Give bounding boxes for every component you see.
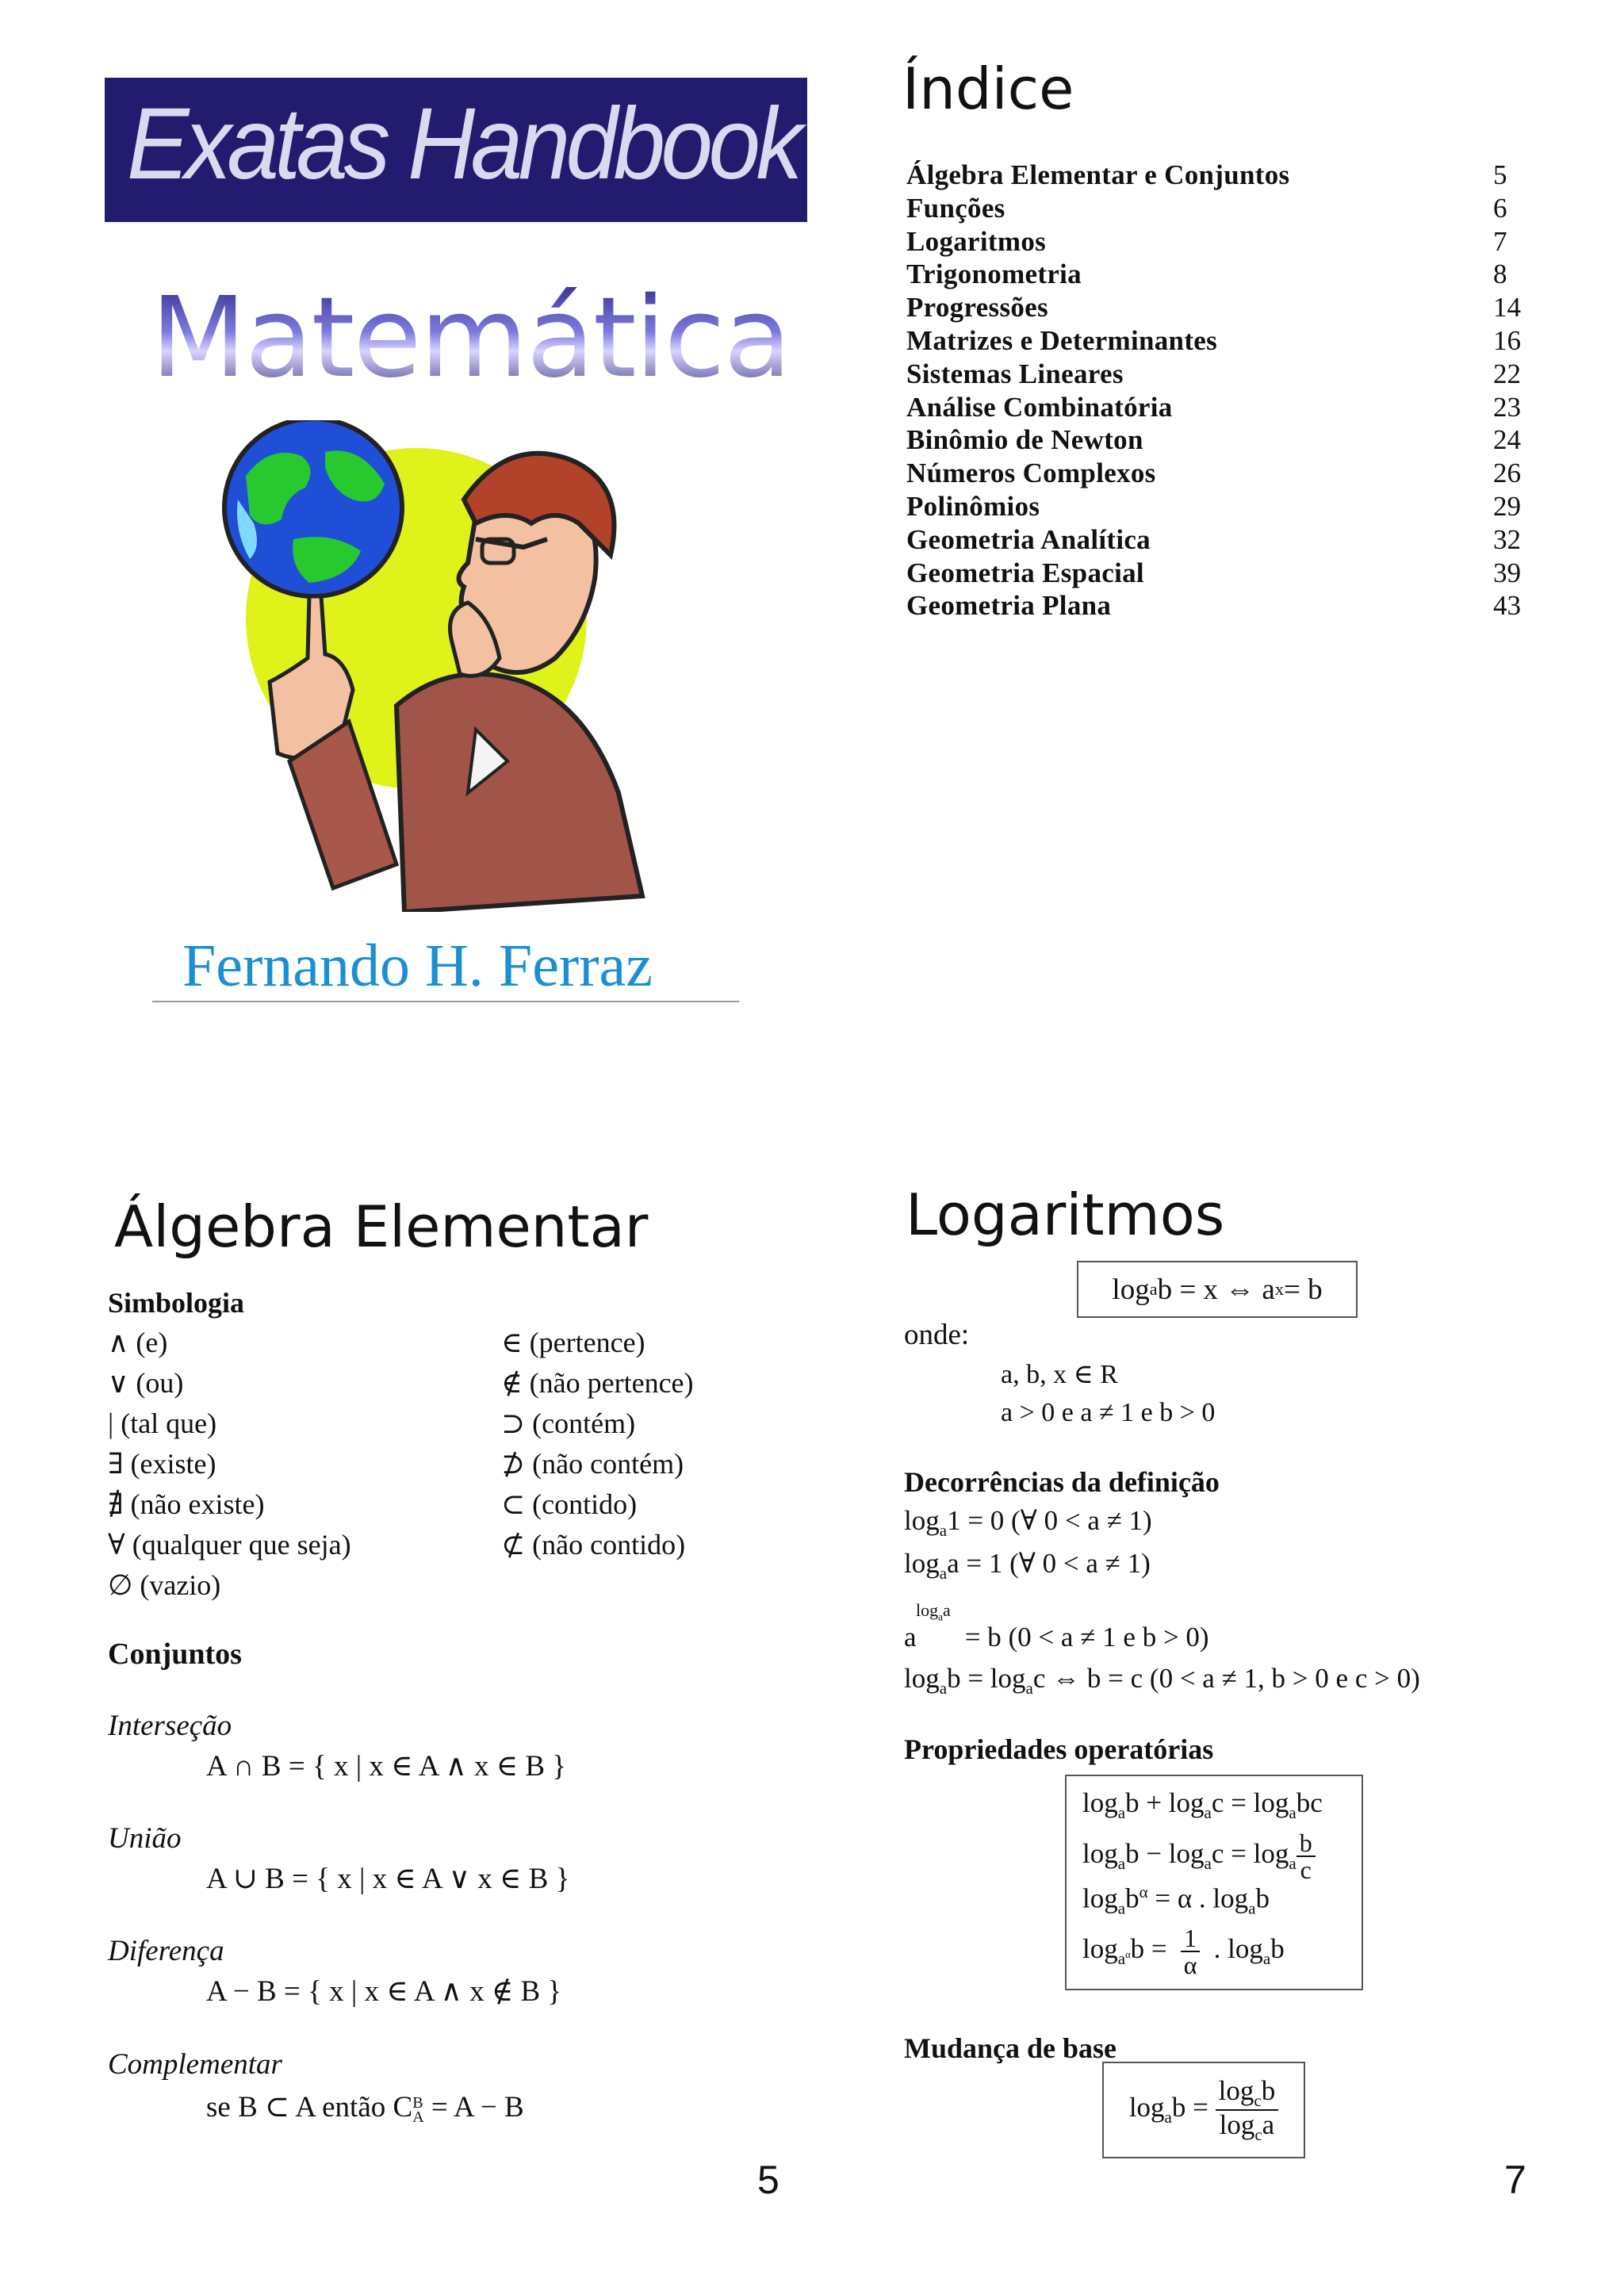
diferenca-formula: A − B = { x | x ∈ A ∧ x ∉ B } [206,1975,562,2008]
index-entry-page: 8 [1493,259,1507,290]
property-quotient: $\log_ab - \log_ac = \log_a$ $\frac{b}{c}$ [1082,1830,1316,1882]
index-entry-page: 5 [1493,159,1507,190]
cover-author: Fernando H. Ferraz [182,933,653,999]
index-entry-title: Análise Combinatória [906,391,1173,423]
index-entry-page: 32 [1493,523,1521,555]
index-entry-title: Geometria Espacial [906,557,1144,588]
symbols-right-list [501,1323,694,1565]
index-entry-page: 24 [1493,424,1521,456]
index-entry [906,457,1525,490]
cover-divider [152,1001,739,1002]
index-entry [906,557,1525,590]
index-entry-page: 29 [1493,490,1521,522]
symbol-item: ⊅ (não contém) [501,1448,684,1480]
cover-subject-title: Matemática [151,274,791,403]
conjuntos-heading: Conjuntos [108,1637,242,1671]
simbologia-heading: Simbologia [108,1287,245,1319]
index-entry-page: 23 [1493,391,1521,423]
index-entry-title: Trigonometria [906,259,1082,290]
symbol-item: ∄ (não existe) [108,1488,265,1520]
symbol-item: ∨ (ou) [108,1367,184,1399]
complementar-formula: se B ⊂ A então C B A = A − B [206,2091,524,2126]
symbol-item: ∀ (qualquer que seja) [108,1529,351,1561]
index-title: Índice [902,56,1074,122]
intersecao-label: Interseção [108,1710,232,1742]
index-entry-title: Logaritmos [906,225,1047,257]
property-root: $\log_{a^\alpha}b$ = $\frac{1}{\alpha}$ . $\log_ab$ [1082,1924,1285,1979]
index-entry [906,423,1525,457]
index-entry-title: Álgebra Elementar e Conjuntos [906,159,1290,190]
page-number-left: 5 [757,2158,779,2202]
index-entry [906,391,1525,424]
onde-label: onde: [904,1319,970,1351]
cover-brand-title: Exatas Handbook [127,87,799,201]
log-definition-box: log a b = x ⇔ a x = b [1077,1261,1358,1318]
index-entry [906,490,1525,523]
symbol-item: ∃ (existe) [108,1448,216,1480]
index-entry [906,225,1525,259]
property-power: $\log_ab^\alpha = \alpha$ . $\log_ab$ [1082,1882,1270,1918]
algebra-title: Álgebra Elementar [114,1193,649,1260]
index-entry-page: 16 [1493,324,1521,356]
symbol-item: ∅ (vazio) [108,1569,221,1601]
index-entry [906,291,1525,324]
symbol-item: | (tal que) [108,1407,217,1439]
symbol-item: ∈ (pertence) [501,1327,645,1358]
log-equality: $\log_ab = \log_ac$ ⇔ b = c (0 < a ≠ 1, b > 0 e c > 0) [904,1663,1420,1698]
intersecao-formula: A ∩ B = { x | x ∈ A ∧ x ∈ B } [206,1750,567,1783]
power-identity: a = b (0 < a ≠ 1 e b > 0) [904,1622,1209,1653]
index-entry-title: Matrizes e Determinantes [906,324,1218,356]
index-entry-title: Números Complexos [906,458,1156,489]
professor-globe-illustration [214,420,666,912]
mudanca-heading: Mudança de base [904,2032,1117,2064]
symbols-left-list [108,1323,351,1606]
symbol-item: ∉ (não pertence) [501,1367,694,1399]
index-entry-page: 14 [1493,292,1521,324]
index-entry-page: 22 [1493,358,1521,389]
index-entry-title: Binômio de Newton [906,424,1143,456]
index-entry [906,258,1525,291]
index-entry-title: Geometria Plana [906,590,1112,622]
index-entry-title: Geometria Analítica [906,523,1151,555]
index-entry-page: 7 [1493,225,1507,257]
propriedades-heading: Propriedades operatórias [904,1733,1214,1765]
index-entry-page: 39 [1493,557,1521,588]
change-of-base-box: $\log_ab$ = $\frac{\log_cb}{\log_ca}$ [1102,2062,1305,2158]
symbol-item: ∧ (e) [108,1327,168,1358]
decorrencias-heading: Decorrências da definição [904,1466,1220,1498]
properties-box [1065,1775,1363,1990]
index-entry [906,192,1525,225]
diferenca-label: Diferença [108,1935,224,1967]
log-of-base: $\log_aa = 1$ (∀ 0 < a ≠ 1) [904,1548,1151,1583]
complementar-label: Complementar [108,2048,282,2081]
symbol-item: ⊄ (não contido) [501,1529,686,1561]
uniao-label: União [108,1822,182,1855]
index-entry [906,358,1525,391]
condition-bounds: a > 0 e a ≠ 1 e b > 0 [1001,1398,1216,1427]
page-number-right: 7 [1504,2158,1526,2202]
index-entry [906,523,1525,557]
index-entry-title: Progressões [906,292,1048,324]
index-entry-page: 6 [1493,192,1507,224]
index-entry-page: 26 [1493,458,1521,489]
property-product: $\log_ab + \log_ac = \log_abc$ [1082,1787,1323,1822]
index-entry-title: Sistemas Lineares [906,358,1124,389]
index-entry-title: Polinômios [906,490,1040,522]
index-entry-title: Funções [906,192,1005,224]
exponent-log: $\log_aa$ [916,1600,951,1623]
symbol-item: ⊃ (contém) [501,1407,636,1439]
log-of-one: $\log_a1 = 0$ (∀ 0 < a ≠ 1) [904,1505,1152,1540]
index-entry [906,589,1525,622]
index-entry [906,159,1525,192]
condition-domain: a, b, x ∈ R [1001,1360,1118,1389]
index-entry-page: 43 [1493,590,1521,622]
uniao-formula: A ∪ B = { x | x ∈ A ∨ x ∈ B } [206,1863,570,1895]
index-entry [906,324,1525,358]
index-list [906,159,1525,622]
symbol-item: ⊂ (contido) [501,1488,638,1520]
logaritmos-title: Logaritmos [906,1181,1225,1248]
